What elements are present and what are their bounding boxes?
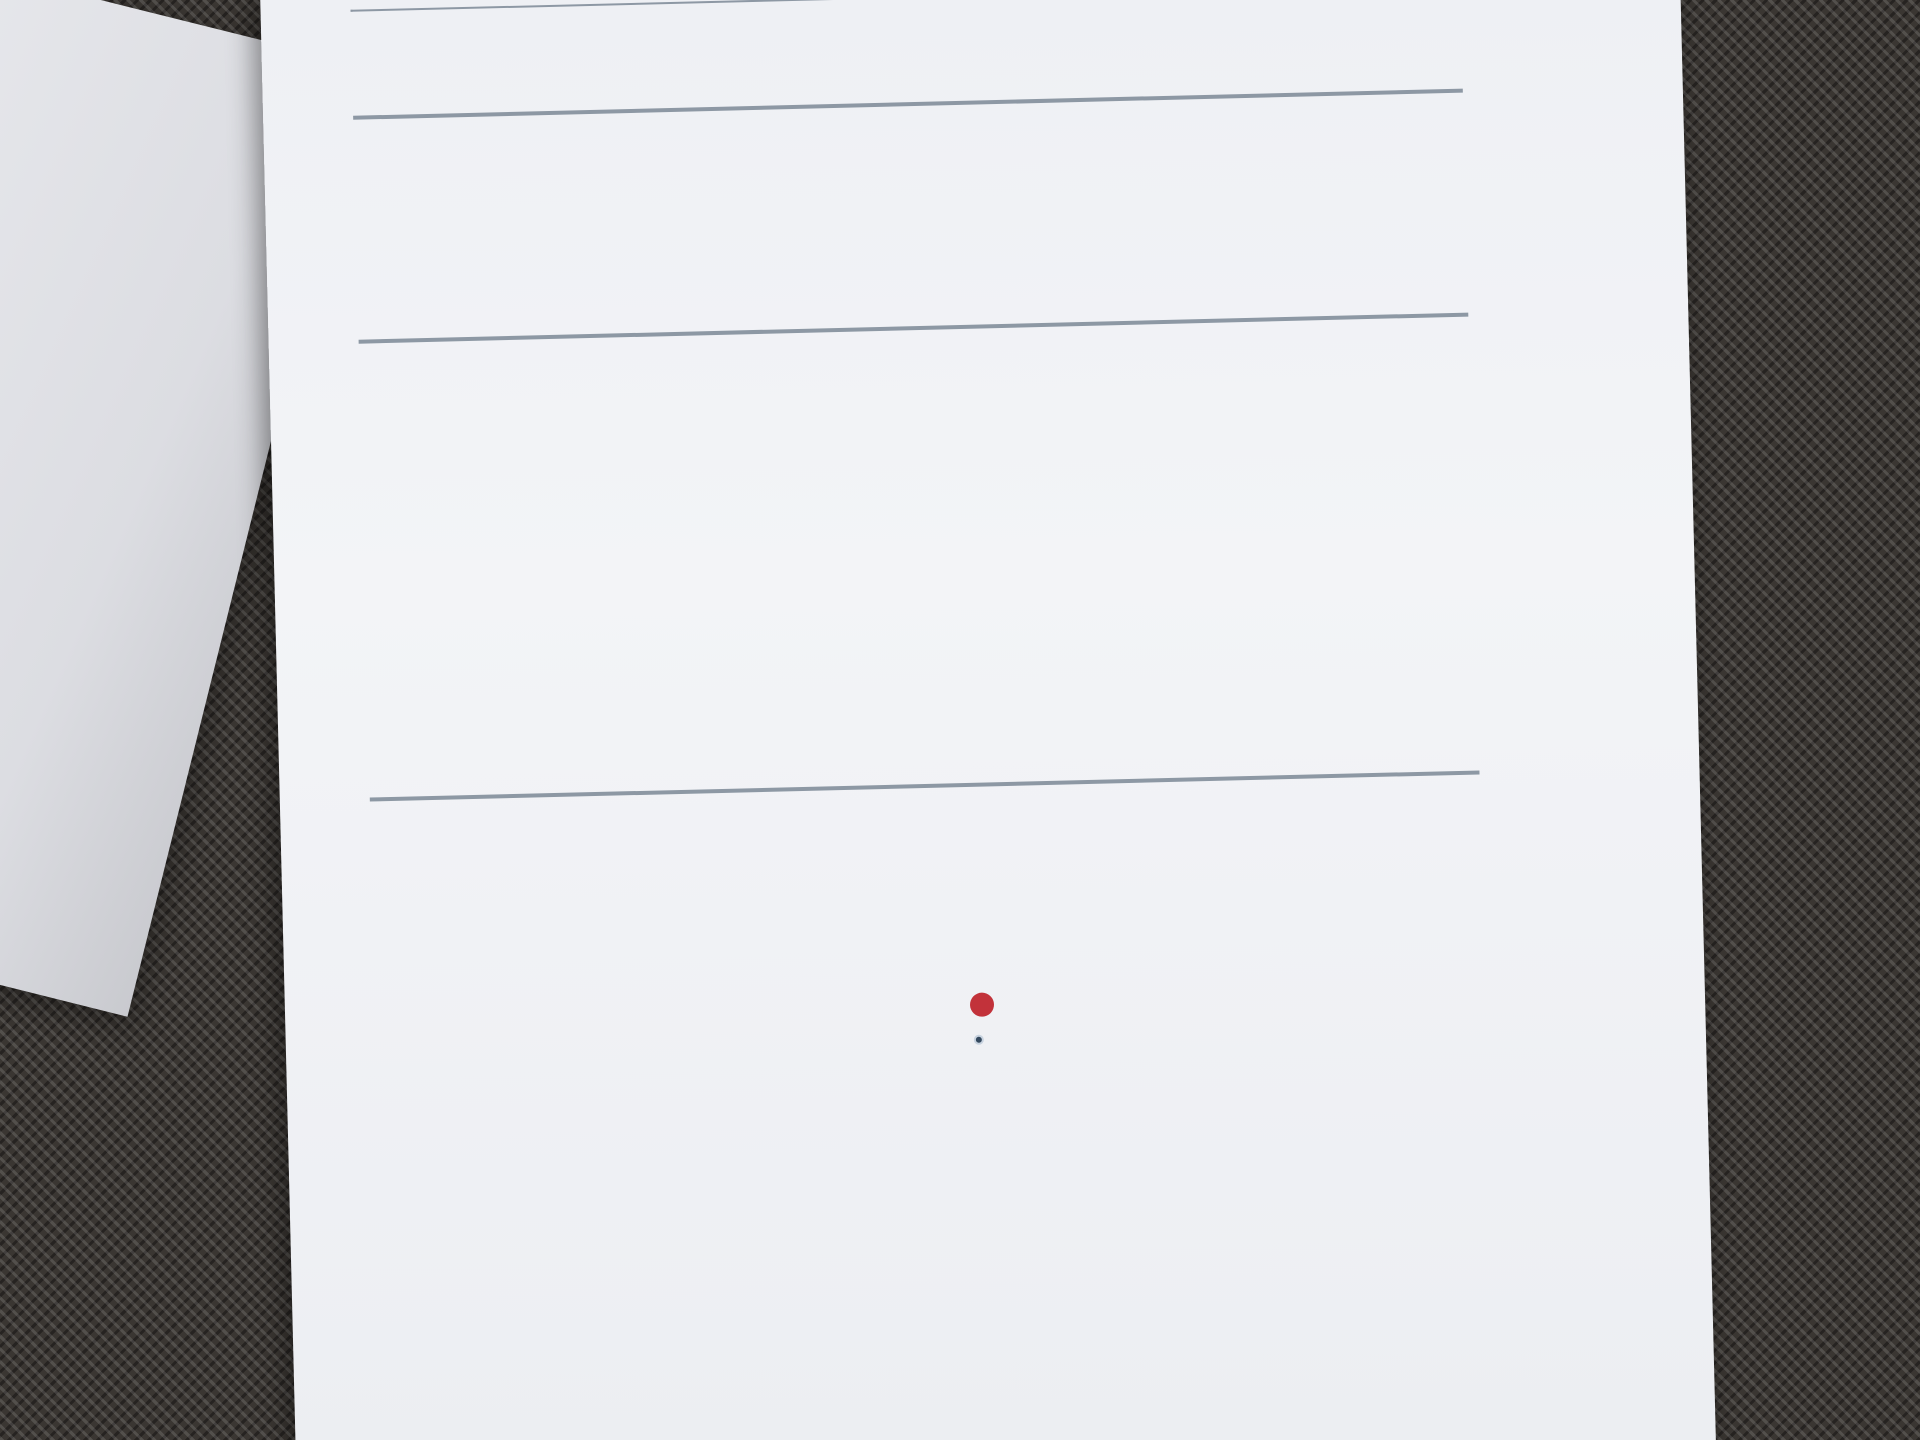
red-dot-icon (970, 992, 995, 1017)
maintenance-form (260, 0, 1716, 1440)
visual-dot-icon (976, 1037, 982, 1043)
section-afrondende-werkzaamheden (370, 770, 1480, 801)
section-top-continuation (351, 0, 1461, 12)
section-motorruimte (359, 313, 1469, 344)
section-banden (353, 89, 1463, 120)
footer-title (288, 1105, 1688, 1139)
